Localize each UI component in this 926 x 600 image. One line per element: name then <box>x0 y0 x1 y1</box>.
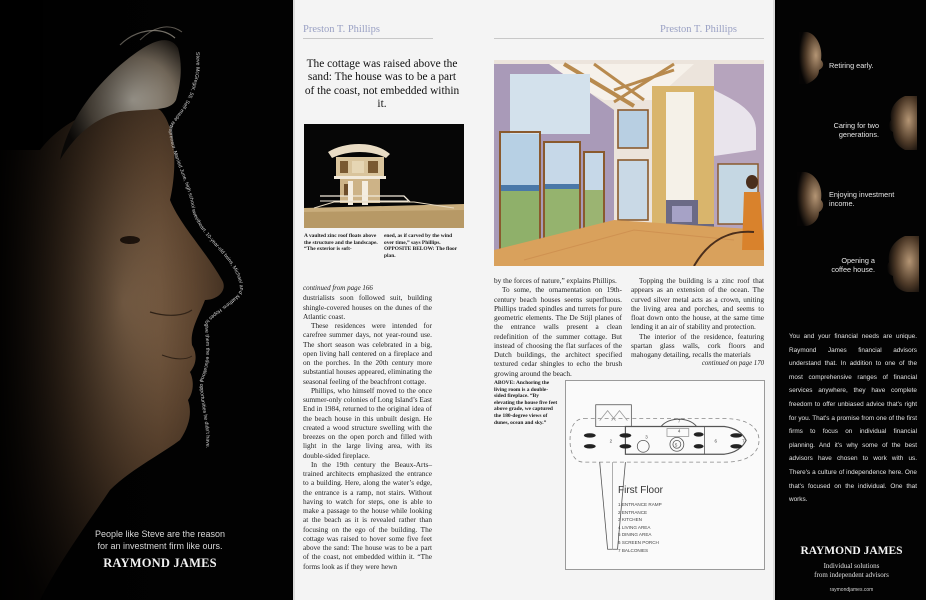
ad-slogan <box>777 562 926 579</box>
room-label-3: 3 <box>645 434 648 440</box>
room-label-2: 2 <box>609 438 613 444</box>
article-column-2 <box>494 276 622 378</box>
slogan-line-2: from independent advisors <box>814 570 889 579</box>
article-column-3 <box>631 276 764 369</box>
header-rule-right <box>494 38 764 39</box>
paragraph: To some, the ornamentation on 19th-century beach houses seems superfluous. Phillips traded spindles and turrets for pure geometric elements. The De Stijl planes of the entrance walls present a clean redefinition of the summer cottage. But instead of choosing the flat surfaces of the Dutch buildings, the architect specified textured cedar shingles to echo the brush growing around the beach. <box>494 285 622 378</box>
ad-tagline <box>60 528 260 552</box>
first-floor-plan <box>565 380 765 570</box>
beach-house-model-image <box>304 124 464 228</box>
tagline-line-1: People like Steve are the reason <box>94 529 226 539</box>
tagline-line-2: for an investment firm like ours. <box>97 541 223 551</box>
interior-watercolor-illustration <box>494 60 764 266</box>
interior-caption: ABOVE: Anchoring the living room is a double-sided fireplace. “By elevating the house five feet above grade, we captured the 180-degree views of dunes, ocean and sky.” <box>494 380 558 426</box>
paragraph: The interior of the residence, featuring spartan glass walls, cork floors and mahogany detailing, recalls the materials <box>631 331 764 359</box>
room-label-4: 4 <box>677 428 681 434</box>
room-label-5: 5 <box>674 442 678 448</box>
pull-quote: The cottage was raised above the sand: The house was to be a part of the coast, not embedded within it. <box>304 58 460 110</box>
model-photo-caption-part-1: A vaulted zinc roof floats above the structure and the landscape. “The exterior is soft- <box>304 233 378 253</box>
raymond-james-ad-left <box>0 0 292 600</box>
article-column-1 <box>303 284 432 571</box>
slogan-line-1: Individual solutions <box>823 562 880 570</box>
legend-item: 5 DINING AREA <box>618 532 652 538</box>
legend-item: 7 BALCONIES <box>618 547 649 553</box>
vignette-caption-1: Retiring early. <box>829 61 874 70</box>
room-label-7b: 7 <box>742 438 745 444</box>
running-head-right: Preston T. Phillips <box>660 24 737 35</box>
raymond-james-logo-right: RAYMOND JAMES <box>800 545 903 557</box>
man-profile-portrait <box>0 0 292 600</box>
legend-item: 3 KITCHEN <box>618 517 642 523</box>
floor-plan-legend <box>618 501 662 554</box>
curved-profile-caption: Steve McGregor, 55. Self-made entrepreneur. Married June, high school sweetheart. 10-year-old twins, Michael and Matthew. Hopes to give them the educational opportunities he didn't have. <box>167 51 245 449</box>
vignette-caption-2: Caring for two generations. <box>833 121 879 139</box>
continued-from-note: continued from page 166 <box>303 284 373 292</box>
ad-body-copy: You and your financial needs are unique. Raymond James financial advisors understand that. In addition to one of the most comprehensive ranges of financial services anywhere, they have complete freedom to offer unbiased advice that's right for you. That's a promise from one of the first firms to focus on individual financial planning. And it's why some of the best advisors have chosen to work with us. There's a culture of independence here. One that's focused on the individual. One that works. <box>789 333 917 504</box>
room-label-7: 7 <box>677 418 681 424</box>
living-room-painting <box>494 60 764 266</box>
paragraph: Phillips, who himself moved to the once summer-only colonies of Long Island’s East End in 1984, returned to the original idea of the beach house in this unbuilt design. He created a wood structure swelling with the breezes on the open porch and filled with light in the large living area, with its double-sided fireplace. <box>303 385 432 460</box>
paragraph: by the forces of nature,” explains Phillips. <box>494 276 617 285</box>
paragraph: In the 19th century the Beaux-Arts–trained architects emphasized the entrance to a building. Here, along the water’s edge, the entrance is a ramp, not stairs. Without having to watch for steps, one is able to make a passage to the house while looking at the beach as it is revealed rather than focusing on the ego of the building. The cottage was raised to hover some five feet above the sand: The house was to be a part of the coast, not embedded within it. “The forms look as if they were hewn <box>303 459 432 571</box>
paragraph: These residences were intended for carefree summer days, not year-round use. The short season was celebrated in a big, open living hall centered on a fireplace and on the porches. In the 20th century more substantial houses appeared, eliminating the seasonal feeling of the beachfront cottage. <box>303 321 432 386</box>
vignette-caption-4: Opening a coffee house. <box>831 256 875 274</box>
house-model-photo <box>304 124 464 228</box>
website-url[interactable]: raymondjames.com <box>829 587 874 593</box>
legend-item: 4 LIVING AREA <box>618 524 651 530</box>
legend-item: 1 ENTRANCE RAMP <box>618 502 662 507</box>
continued-on-note: continued on page 170 <box>701 360 764 368</box>
running-head-left: Preston T. Phillips <box>303 24 380 35</box>
paragraph: Topping the building is a zinc roof that appears as an extension of the ocean. The curved silver metal acts as a crown, uniting the living area and porches, and seems to float down onto the house, at the same time lending it an air of stability and protection. <box>631 276 764 332</box>
floor-plan-drawing <box>566 381 764 569</box>
header-rule-left <box>303 38 433 39</box>
legend-item: 2 ENTRANCE <box>618 509 648 515</box>
model-photo-caption-part-2: ened, as if carved by the wind over time,” says Phillips. OPPOSITE BELOW: The floor plan. <box>384 233 458 259</box>
floor-plan-title: First Floor <box>618 485 663 496</box>
vignette-caption-3: Enjoying investment income. <box>829 190 895 208</box>
legend-item: 6 SCREEN PORCH <box>618 539 659 545</box>
raymond-james-ad-right <box>777 0 926 600</box>
raymond-james-logo: RAYMOND JAMES <box>103 556 217 570</box>
room-label-6: 6 <box>714 438 717 444</box>
paragraph: dustrialists soon followed suit, building shingle-covered houses on the dunes of the Atlantic coast. <box>303 293 432 321</box>
